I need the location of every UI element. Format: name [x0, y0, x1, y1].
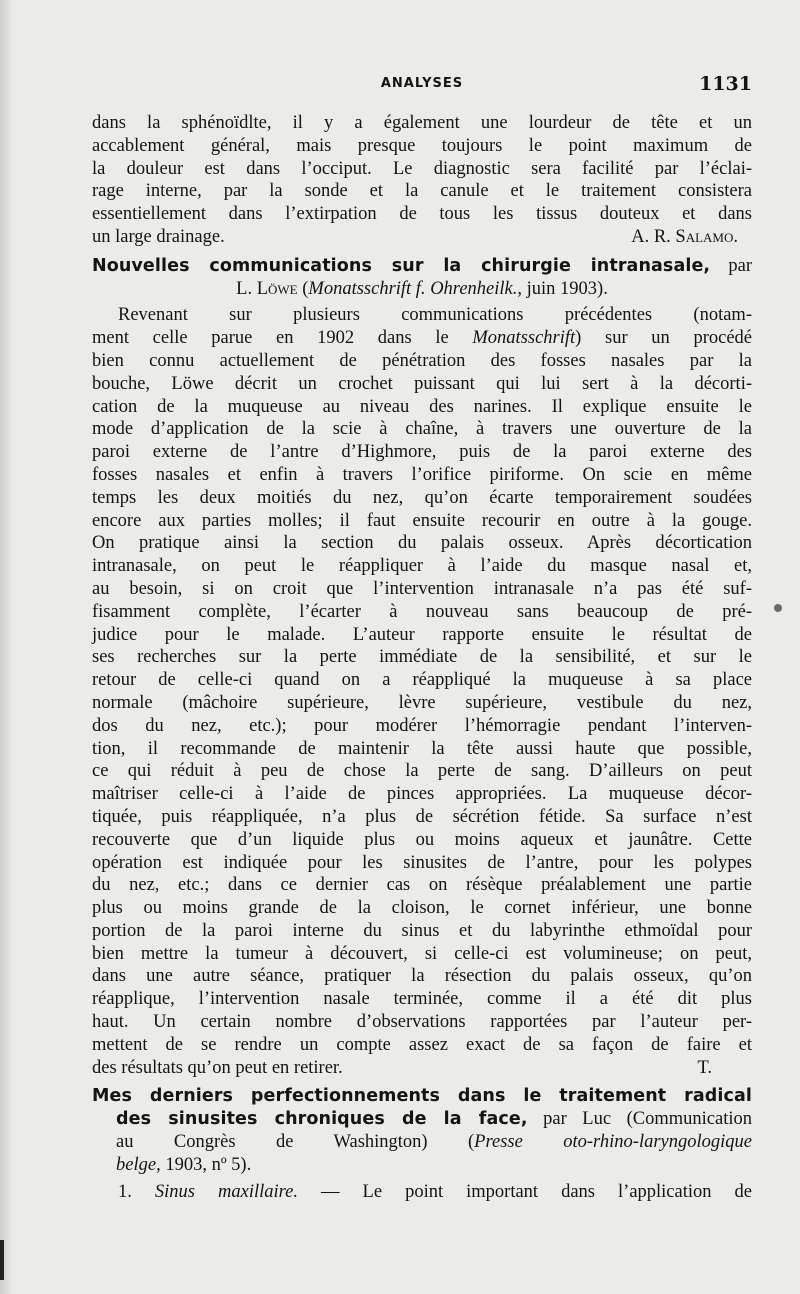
text-span: , 1903, nº 5). — [156, 1154, 252, 1175]
signature-t: T. — [697, 1057, 712, 1078]
text-line: mode d’application de la scie à chaîne, à travers une ouverture de la — [92, 419, 752, 440]
section-title: Sinus maxillaire. — [154, 1181, 298, 1202]
text-line: dans la sphénoïdlte, il y a également une lourdeur de tête et un — [92, 113, 752, 133]
text-line — [92, 1057, 752, 1080]
page-number: 1131 — [699, 73, 752, 95]
text-line: On pratique ainsi la section du palais osseux. Après décortication — [92, 533, 752, 554]
article-heading — [92, 1108, 752, 1131]
text-line: judice pour le malade. L’auteur rapporte ensuite le résultat de — [92, 624, 752, 645]
text-line: maîtriser celle-ci à l’aide de pinces appropriées. La muqueuse décor- — [92, 784, 752, 805]
text-line: essentiellement dans l’extirpation de tous les tissus douteux et dans — [92, 204, 752, 225]
text-line: portion de la paroi interne du sinus et du labyrinthe ethmoïdal pour — [92, 920, 752, 941]
text-line: haut. Un certain nombre d’observations rapportées par l’auteur per- — [92, 1012, 752, 1033]
article-author: L. Löwe — [236, 278, 298, 299]
article-title: Nouvelles communications sur la chirurgie intranasale, — [92, 255, 711, 276]
text-line: ce qui réduit à peu de chose la perte de sang. D’ailleurs on peut — [92, 761, 752, 782]
article-title: des sinusites chroniques de la face, — [116, 1109, 528, 1130]
article-par: par — [728, 255, 752, 276]
text-line: normale (mâchoire supérieure, lèvre supérieure, vestibule du nez, — [92, 692, 752, 713]
article-citation — [92, 1154, 752, 1177]
text-line: bien mettre la tumeur à découvert, si celle-ci est volumineuse; on peut, — [92, 943, 752, 964]
text-line: la douleur est dans l’occiput. Le diagnostic sera facilité par l’éclai- — [92, 158, 752, 179]
text-line: accablement général, mais presque toujours le point maximum de — [92, 135, 752, 156]
text-line: encore aux parties molles; il faut ensuite recourir en outre à la gouge. — [92, 510, 752, 531]
text-line: mettent de se rendre un compte assez exact de sa façon de faire et — [92, 1034, 752, 1055]
article-author: par Luc (Communication — [527, 1109, 752, 1130]
text-span: ment celle parue en 1902 dans le — [92, 328, 449, 349]
text-line: du nez, etc.; dans ce dernier cas on résèque préalablement une partie — [92, 875, 752, 896]
signature-salamo: A. R. Salamo. — [631, 226, 738, 247]
text-line: temps les deux moitiés du nez, qu’on écarte temporairement soudées — [92, 487, 752, 508]
text-line — [92, 327, 752, 350]
article-heading — [92, 1085, 752, 1108]
text-line — [92, 226, 752, 249]
article-title: Mes derniers perfectionnements dans le traitement radical — [92, 1086, 752, 1107]
text-line: opération est indiquée pour les sinusites de l’antre, pour les polypes — [92, 852, 752, 873]
text-line: au besoin, si on croit que l’intervention intranasale n’a pas été suf- — [92, 578, 752, 599]
journal-name: Monatsschrift f. Ohrenheilk. — [308, 278, 518, 299]
section-number: 1. — [118, 1181, 132, 1202]
text-line: fosses nasales et enfin à travers l’orifice piriforme. On scie en même — [92, 464, 752, 485]
text-line: recouverte que d’un liquide plus ou moins aqueux et jaunâtre. Cette — [92, 829, 752, 850]
text-line: bouche, Löwe décrit un crochet puissant qui lui sert à la décorti- — [92, 373, 752, 394]
text-line: fisamment complète, l’écarter à nouveau sans beaucoup de pré- — [92, 601, 752, 622]
journal-name: belge — [116, 1154, 157, 1175]
text-span: au Congrès de Washington) ( — [116, 1132, 475, 1153]
text-line: tion, il recommande de maintenir la tête aussi haute que possible, — [92, 738, 752, 759]
text-span: des résultats qu’on peut en retirer. — [92, 1057, 343, 1078]
text-span: un large drainage. — [92, 226, 225, 247]
text-line: plus ou moins grande de la cloison, le cornet inférieur, une bonne — [92, 898, 752, 919]
page-body — [92, 112, 752, 1203]
journal-date: , juin 1903). — [517, 278, 608, 299]
text-line: dos du nez, etc.); pour modérer l’hémorragie pendant l’interven- — [92, 715, 752, 736]
text-line: bien connu actuellement de pénétration des fosses nasales par la — [92, 350, 752, 371]
article-citation: L. Löwe (Monatsschrift f. Ohrenheilk., juin 1903). — [236, 278, 608, 299]
journal-name: Monatsschrift — [472, 328, 576, 349]
text-line: intranasale, on peut le réappliquer à l’aide du masque nasal et, — [92, 556, 752, 577]
text-span: — Le point important dans l’application de — [298, 1181, 752, 1202]
text-span: ) sur un procédé — [575, 328, 752, 349]
text-line: paroi externe de l’antre d’Highmore, puis de la paroi externe des — [92, 442, 752, 463]
article-heading — [92, 255, 752, 278]
text-line: réapplique, l’intervention nasale terminée, comme il a été dit plus — [92, 989, 752, 1010]
text-line: ses recherches sur la perte immédiate de la sensibilité, et sur le — [92, 647, 752, 668]
section-heading — [92, 1181, 752, 1204]
scan-dot-mark — [774, 604, 782, 612]
text-line: rage interne, par la sonde et la canule et le traitement consistera — [92, 181, 752, 202]
text-line: retour de celle-ci quand on a réappliqué la muqueuse à sa place — [92, 670, 752, 691]
text-line: Revenant sur plusieurs communications précédentes (notam- — [118, 305, 752, 326]
journal-name: Presse oto-rhino-laryngologique — [474, 1132, 752, 1153]
article-citation — [92, 1131, 752, 1154]
running-title: ANALYSES — [380, 76, 464, 91]
text-line: tiquée, puis réappliquée, n’a plus de sécrétion fétide. Sa surface n’est — [92, 806, 752, 827]
page-edge-shadow — [0, 0, 14, 1294]
text-line: dans une autre séance, pratiquer la résection du palais osseux, qu’on — [92, 966, 752, 987]
text-line: cation de la muqueuse au niveau des narines. Il explique ensuite le — [92, 396, 752, 417]
running-head — [92, 73, 752, 98]
scan-edge-mark — [0, 1240, 4, 1280]
